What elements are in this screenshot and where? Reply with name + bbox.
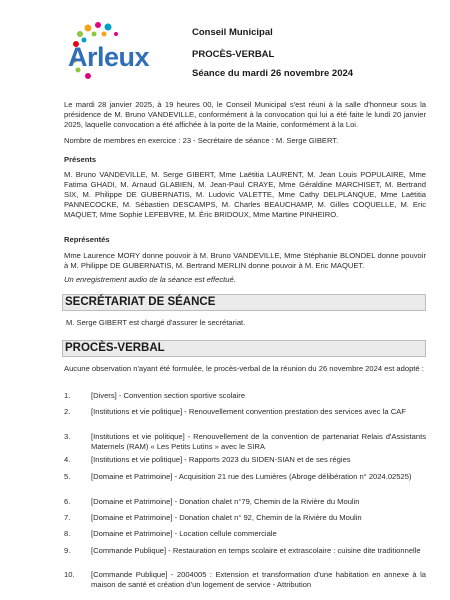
item-number: 1.: [64, 391, 71, 400]
item-number: 5.: [64, 472, 71, 481]
members-line: Nombre de membres en exercice : 23 - Secrétaire de séance : M. Serge GIBERT.: [64, 136, 339, 145]
item-number: 7.: [64, 513, 71, 522]
doc-type-title: PROCÈS-VERBAL: [192, 49, 275, 60]
org-title: Conseil Municipal: [192, 27, 273, 38]
item-number: 9.: [64, 546, 71, 555]
presents-list: M. Bruno VANDEVILLE, M. Serge GIBERT, Mme Laëtitia LAURENT, M. Jean Louis POPULAIRE, Mme Fatima GHADI, M. Arnaud GLABIEN, M. Jean-Paul CRAYE, Mme Géraldine MARCHISET, M. Bertrand SIX, M. Philippe DE GUBERNATIS, M. Ludovic VALETTE, Mme Cathy DELPLANQUE, Mme Laëtitia PANNECOCKE, M. Sébastien DESCAMPS, M. Charles BEAUCHAMP, M. Gilles COQUELLE, M. Eric MAQUET, Mme Sophie LEFEBVRE, M. Éric BRIDOUX, Mme Martine PINHEIRO.: [64, 170, 426, 219]
item-label: [Commande Publique] - 2004005 : Extension et transformation d'une habitation en annexe à la maison de santé et création d'un logement de service - Attribution: [91, 570, 426, 589]
representes-list: Mme Laurence MORY donne pouvoir à M. Bruno VANDEVILLE, Mme Stéphanie BLONDEL donne pouvoir à M. Philippe DE GUBERNATIS, M. Bertrand MERLIN donne pouvoir à M. Eric MAQUET.: [64, 251, 426, 270]
item-label: [Domaine et Patrimoine] - Donation chalet n°79, Chemin de la Rivière du Moulin: [91, 497, 360, 506]
recording-note: Un enregistrement audio de la séance est effectué.: [64, 275, 236, 284]
item-number: 10.: [64, 570, 75, 579]
item-number: 2.: [64, 407, 71, 416]
item-number: 6.: [64, 497, 71, 506]
logo-text: Arleux: [68, 42, 150, 72]
arleux-logo: [68, 20, 178, 80]
proces-verbal-heading: PROCÈS-VERBAL: [62, 340, 426, 357]
item-number: 4.: [64, 455, 71, 464]
secretariat-text: M. Serge GIBERT est chargé d'assurer le secrétariat.: [66, 318, 246, 327]
item-label: [Institutions et vie politique] - Renouvellement convention prestation des services avec la CAF: [91, 407, 406, 416]
item-label: [Divers] - Convention section sportive scolaire: [91, 391, 246, 400]
presents-heading: Présents: [64, 155, 97, 164]
representes-heading: Représentés: [64, 235, 110, 244]
intro-paragraph: Le mardi 28 janvier 2025, à 19 heures 00, le Conseil Municipal s'est réuni à la salle d'honneur sous la présidence de M. Bruno VANDEVILLE, conformément à la convocation qui lui a été faite le lundi 20 janvier 2025, laquelle convocation a été affichée à la porte de la Mairie, conformément à la Loi.: [64, 100, 426, 129]
item-label: [Domaine et Patrimoine] - Location cellule commerciale: [91, 529, 277, 538]
item-label: [Institutions et vie politique] - Rapports 2023 du SIDEN-SIAN et de ses régies: [91, 455, 351, 464]
item-label: [Domaine et Patrimoine] - Donation chalet n° 92, Chemin de la Rivière du Moulin: [91, 513, 362, 522]
proces-verbal-intro: Aucune observation n'ayant été formulée, le procès-verbal de la réunion du 26 novembre 2024 est adopté :: [64, 364, 424, 373]
item-number: 3.: [64, 432, 71, 441]
item-label: [Institutions et vie politique] - Renouvellement de la convention de partenariat Relais d'Assistants Maternels (RAM) « Les Petits Lutins » avec le SIRA: [91, 432, 426, 451]
item-number: 8.: [64, 529, 71, 538]
session-title: Séance du mardi 26 novembre 2024: [192, 68, 354, 79]
secretariat-heading: SECRÉTARIAT DE SÉANCE: [62, 294, 426, 311]
item-label: [Domaine et Patrimoine] - Acquisition 21 rue des Lumières (Abroge délibération n° 2024.02525): [91, 472, 412, 481]
item-label: [Commande Publique] - Restauration en temps scolaire et extrascolaire : cuisine dite traditionnelle: [91, 546, 421, 555]
